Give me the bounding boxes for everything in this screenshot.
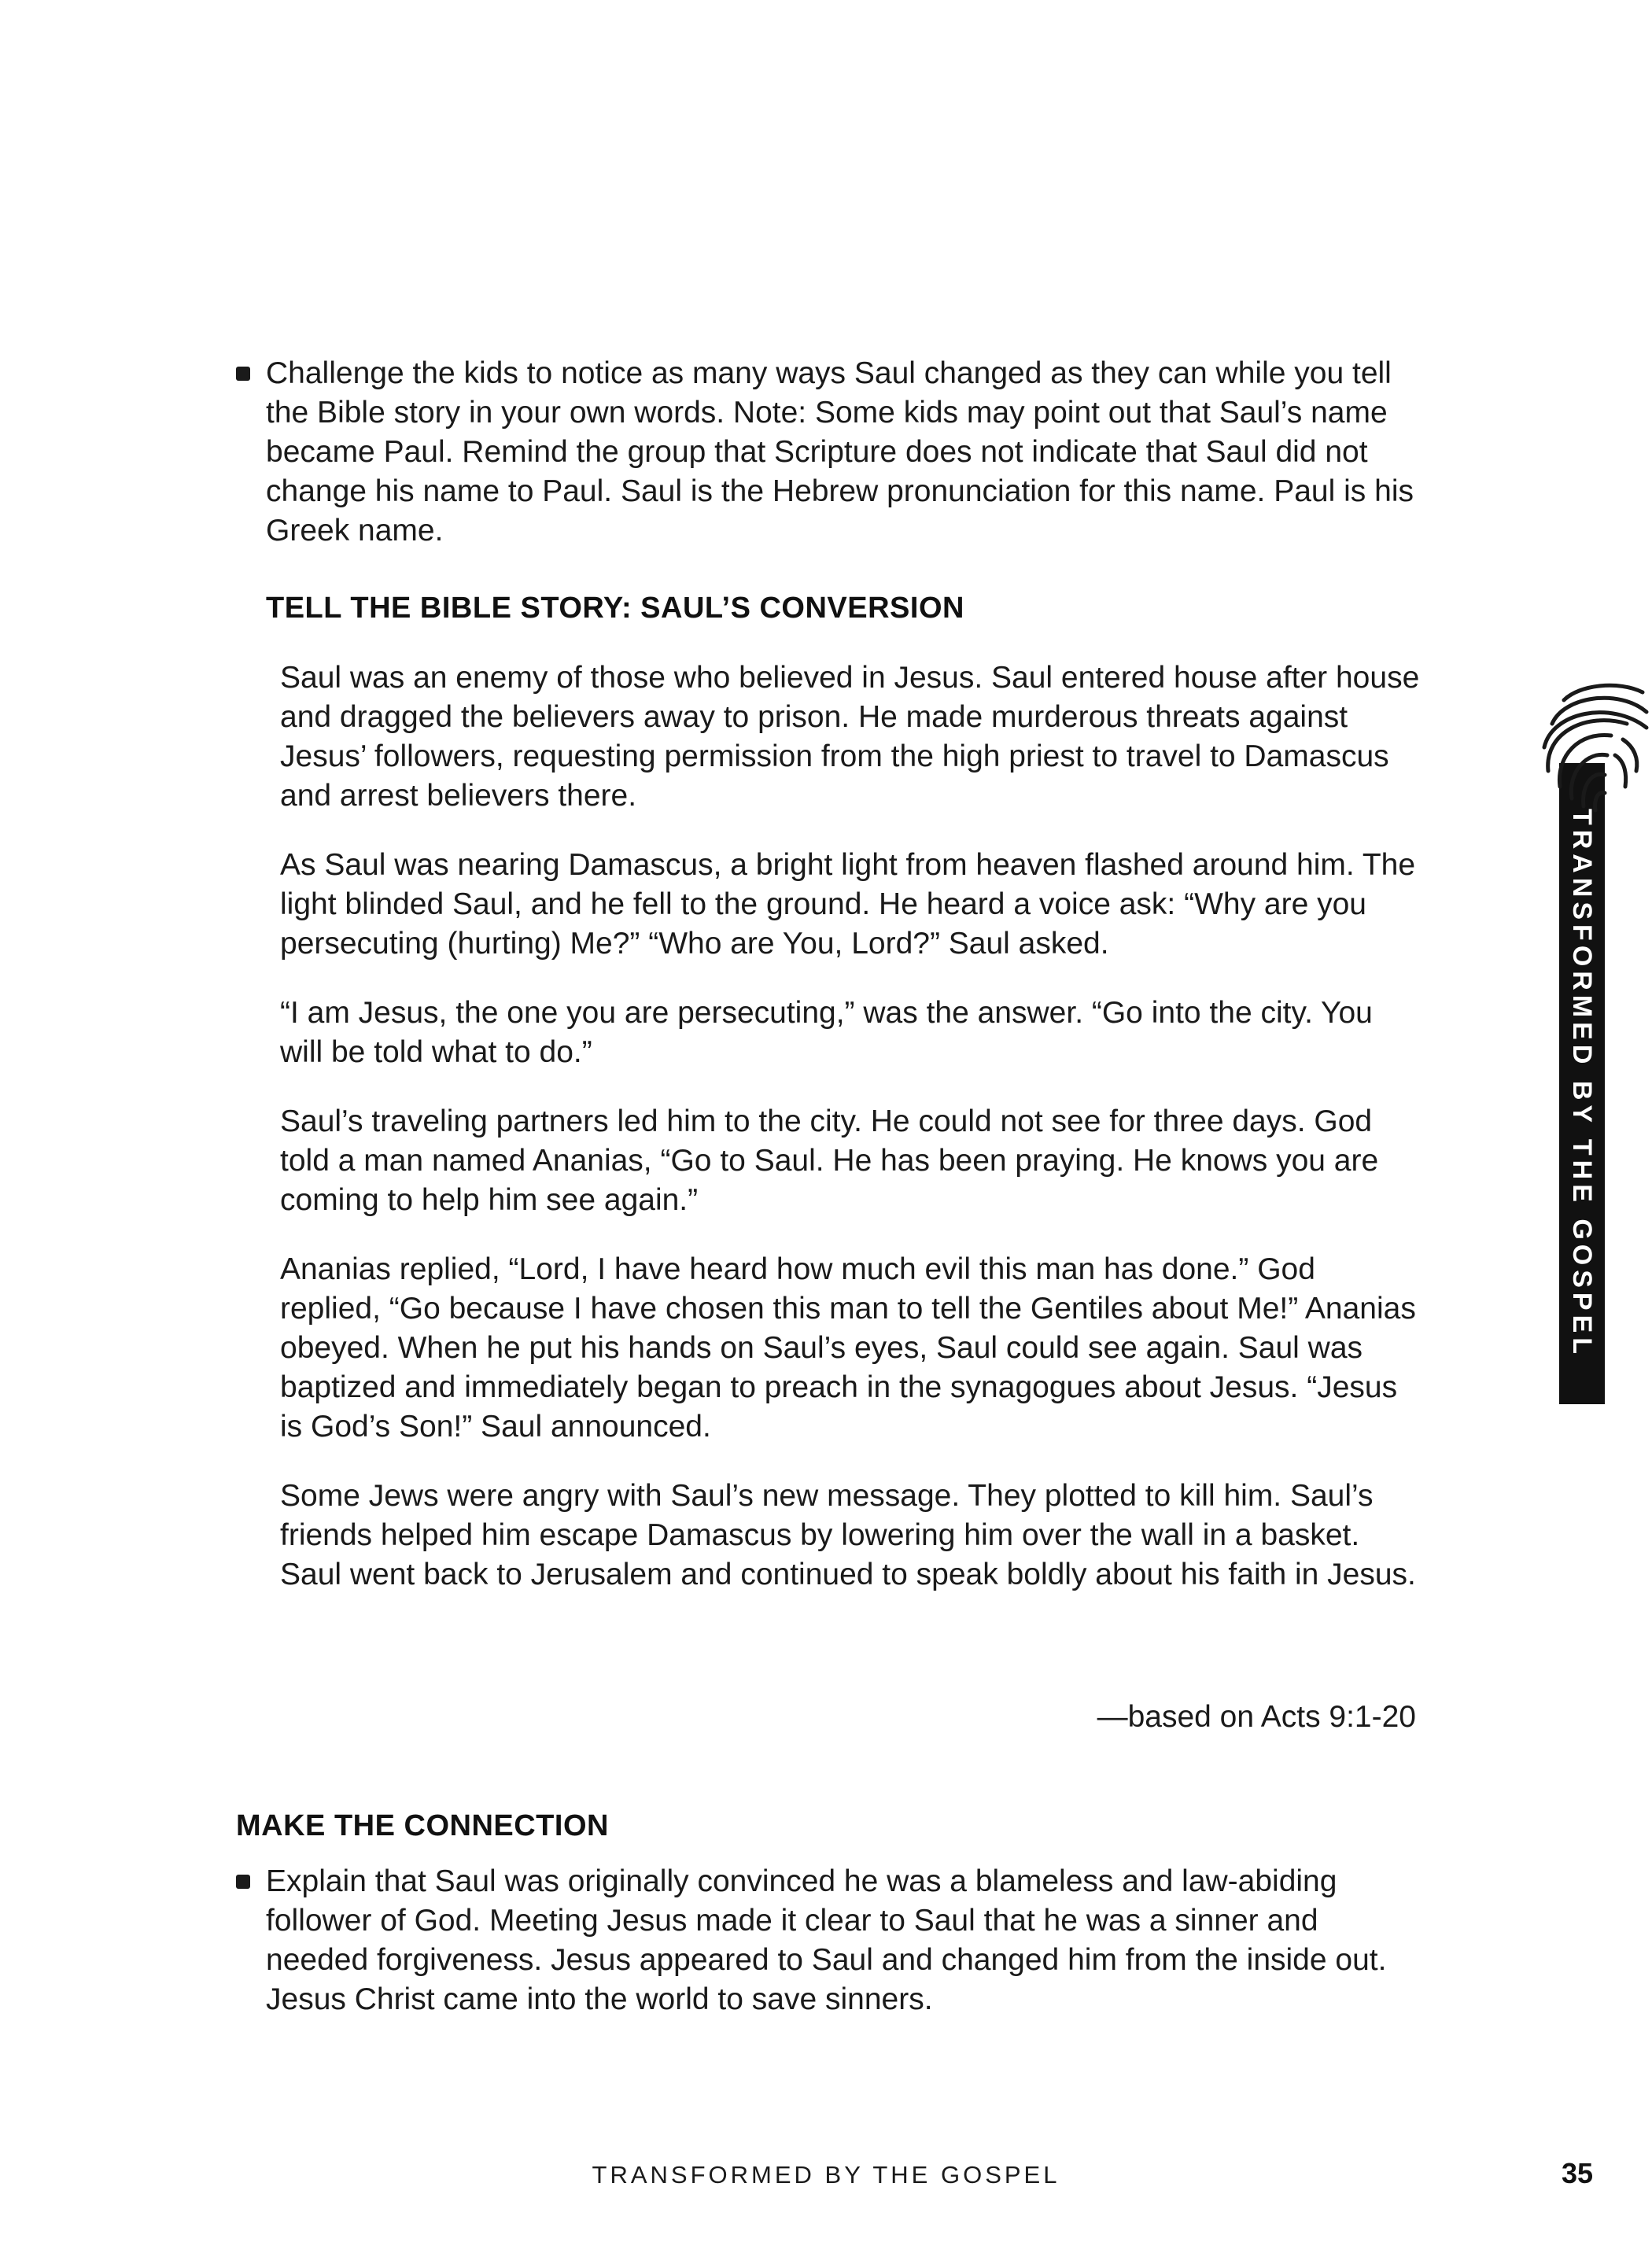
scripture-attribution: —based on Acts 9:1-20: [1097, 1700, 1416, 1734]
story-paragraph: Saul’s traveling partners led him to the city. He could not see for three days. God told a man named Ananias, “Go to Saul. He has been praying. He knows you are coming to help him see again.”: [280, 1104, 1379, 1217]
story-paragraph: As Saul was nearing Damascus, a bright light from heaven flashed around him. The light blinded Saul, and he fell to the ground. He heard a voice ask: “Why are you persecuting (hurting) Me?” “Who are You, Lord?” Saul asked.: [280, 848, 1416, 961]
side-tab-label: TRANSFORMED BY THE GOSPEL: [1567, 808, 1598, 1359]
connection-bullet-text: Explain that Saul was originally convinced he was a blameless and law-abiding follower of God. Meeting Jesus made it clear to Saul that he was a sinner and needed forgiveness. Jesus appeared to Saul and changed him from the inside out. Jesus Christ came into the world to save sinners.: [266, 1864, 1387, 2016]
bullet-square-icon: [236, 1875, 250, 1889]
connection-bullet-item: [236, 1862, 1424, 2019]
story-paragraph: “I am Jesus, the one you are persecuting,” was the answer. “Go into the city. You will be told what to do.”: [280, 996, 1373, 1069]
page-number: 35: [1561, 2157, 1593, 2189]
intro-bullet-text: Challenge the kids to notice as many ways Saul changed as they can while you tell the Bible story in your own words. Note: Some kids may point out that Saul’s name became Paul. Remind the group that Scripture does not indicate that Saul did not change his name to Paul. Saul is the Hebrew pronunciation for this name. Paul is his Greek name.: [266, 356, 1414, 548]
story-body: [280, 658, 1421, 1624]
story-paragraph: Some Jews were angry with Saul’s new message. They plotted to kill him. Saul’s friends helped him escape Damascus by lowering him over the wall in a basket. Saul went back to Jerusalem and continued to speak boldly about his faith in Jesus.: [280, 1479, 1416, 1591]
story-heading: TELL THE BIBLE STORY: SAUL’S CONVERSION: [266, 592, 964, 625]
connection-heading: MAKE THE CONNECTION: [236, 1809, 609, 1842]
bullet-square-icon: [236, 367, 250, 381]
story-paragraph: Ananias replied, “Lord, I have heard how much evil this man has done.” God replied, “Go because I have chosen this man to tell the Gentiles about Me!” Ananias obeyed. When he put his hands on Saul’s eyes, Saul could see again. Saul was baptized and immediately began to preach in the synagogues about Jesus. “Jesus is God’s Son!” Saul announced.: [280, 1252, 1416, 1444]
story-paragraph: Saul was an enemy of those who believed in Jesus. Saul entered house after house and dragged the believers away to prison. He made murderous threats against Jesus’ followers, requesting permission from the high priest to travel to Damascus and arrest believers there.: [280, 661, 1420, 813]
side-tab-label-wrap: [1559, 763, 1605, 1404]
intro-bullet-item: [236, 354, 1424, 551]
footer-title: TRANSFORMED BY THE GOSPEL: [592, 2161, 1060, 2189]
fingerprint-icon: [1532, 669, 1652, 826]
